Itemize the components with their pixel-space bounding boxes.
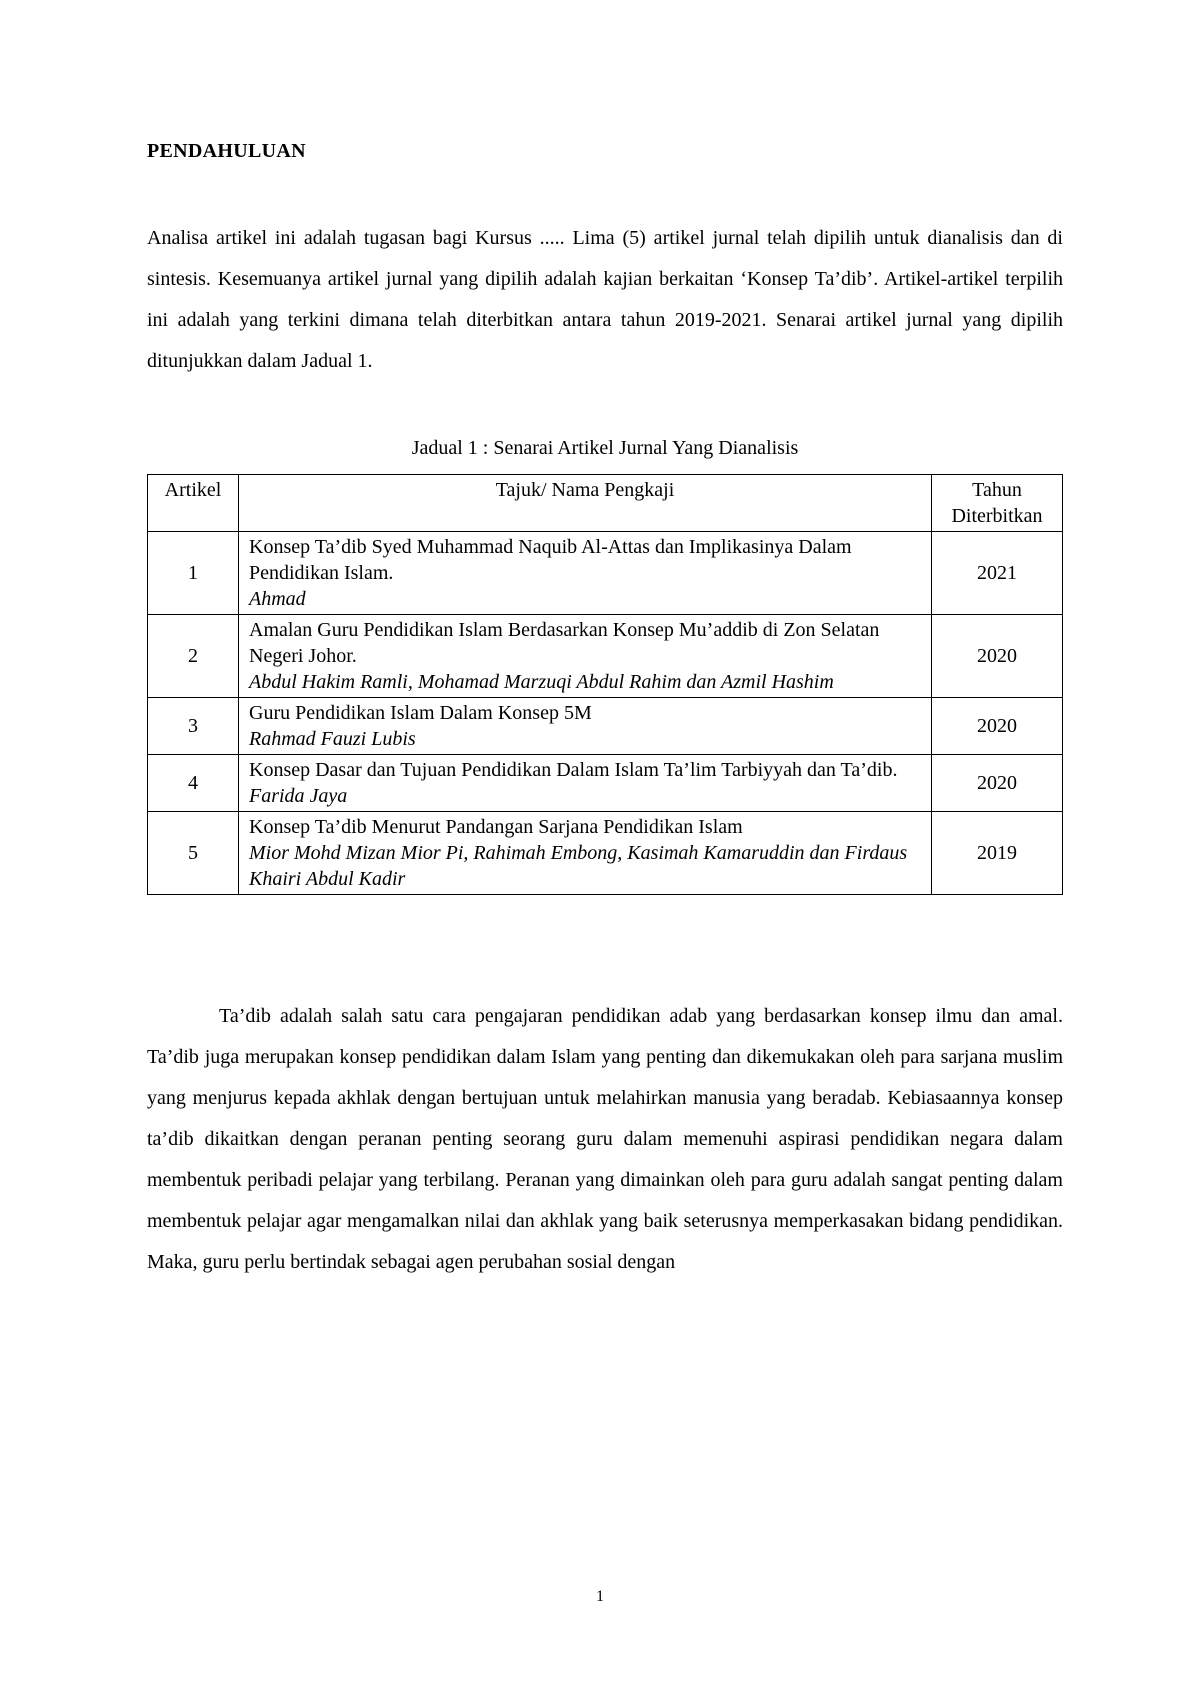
article-title: Guru Pendidikan Islam Dalam Konsep 5M — [249, 702, 592, 724]
header-title: Tajuk/ Nama Pengkaji — [239, 475, 932, 532]
header-article: Artikel — [148, 475, 239, 532]
article-authors: Ahmad — [249, 588, 306, 610]
article-year: 2020 — [932, 755, 1063, 812]
article-cell — [239, 532, 932, 615]
article-cell — [239, 698, 932, 755]
articles-table — [147, 474, 1063, 895]
article-cell — [239, 615, 932, 698]
article-number: 3 — [148, 698, 239, 755]
article-authors: Rahmad Fauzi Lubis — [249, 728, 416, 750]
article-title: Amalan Guru Pendidikan Islam Berdasarkan Konsep Mu’addib di Zon Selatan Negeri Johor. — [249, 619, 880, 667]
article-authors: Mior Mohd Mizan Mior Pi, Rahimah Embong, Kasimah Kamaruddin dan Firdaus Khairi Abdul Kadir — [249, 842, 908, 890]
article-number: 4 — [148, 755, 239, 812]
table-row — [148, 812, 1063, 895]
article-number: 5 — [148, 812, 239, 895]
table-row — [148, 532, 1063, 615]
table-caption: Jadual 1 : Senarai Artikel Jurnal Yang Dianalisis — [411, 437, 799, 459]
page-number: 1 — [596, 1588, 604, 1605]
article-title: Konsep Ta’dib Menurut Pandangan Sarjana Pendidikan Islam — [249, 816, 743, 838]
article-year: 2021 — [932, 532, 1063, 615]
article-year: 2019 — [932, 812, 1063, 895]
article-authors: Abdul Hakim Ramli, Mohamad Marzuqi Abdul Rahim dan Azmil Hashim — [249, 671, 834, 693]
article-authors: Farida Jaya — [249, 785, 348, 807]
article-year: 2020 — [932, 615, 1063, 698]
article-year: 2020 — [932, 698, 1063, 755]
article-title: Konsep Dasar dan Tujuan Pendidikan Dalam Islam Ta’lim Tarbiyyah dan Ta’dib. — [249, 759, 898, 781]
article-number: 1 — [148, 532, 239, 615]
table-row — [148, 755, 1063, 812]
table-row — [148, 615, 1063, 698]
body-paragraph: Ta’dib adalah salah satu cara pengajaran pendidikan adab yang berdasarkan konsep ilmu dan amal. Ta’dib juga merupakan konsep pendidikan dalam Islam yang penting dan dikemukakan oleh para sarjana muslim yang menjurus kepada akhlak dengan bertujuan untuk melahirkan manusia yang beradab. Kebiasaannya konsep ta’dib dikaitkan dengan peranan penting seorang guru dalam memenuhi aspirasi pendidikan negara dalam membentuk peribadi pelajar yang terbilang. Peranan yang dimainkan oleh para guru adalah sangat penting dalam membentuk pelajar agar mengamalkan nilai dan akhlak yang baik seterusnya memperkasakan bidang pendidikan. Maka, guru perlu bertindak sebagai agen perubahan sosial dengan — [147, 1005, 1063, 1273]
article-title: Konsep Ta’dib Syed Muhammad Naquib Al-Attas dan Implikasinya Dalam Pendidikan Islam. — [249, 536, 852, 584]
article-cell — [239, 812, 932, 895]
table-header-row — [148, 475, 1063, 532]
section-heading: PENDAHULUAN — [147, 140, 306, 162]
table-row — [148, 698, 1063, 755]
header-year: Tahun Diterbitkan — [932, 475, 1063, 532]
article-cell — [239, 755, 932, 812]
article-number: 2 — [148, 615, 239, 698]
intro-paragraph: Analisa artikel ini adalah tugasan bagi Kursus ..... Lima (5) artikel jurnal telah dipilih untuk dianalisis dan di sintesis. Kesemuanya artikel jurnal yang dipilih adalah kajian berkaitan ‘Konsep Ta’dib’. Artikel-artikel terpilih ini adalah yang terkini dimana telah diterbitkan antara tahun 2019-2021. Senarai artikel jurnal yang dipilih ditunjukkan dalam Jadual 1. — [147, 227, 1063, 372]
